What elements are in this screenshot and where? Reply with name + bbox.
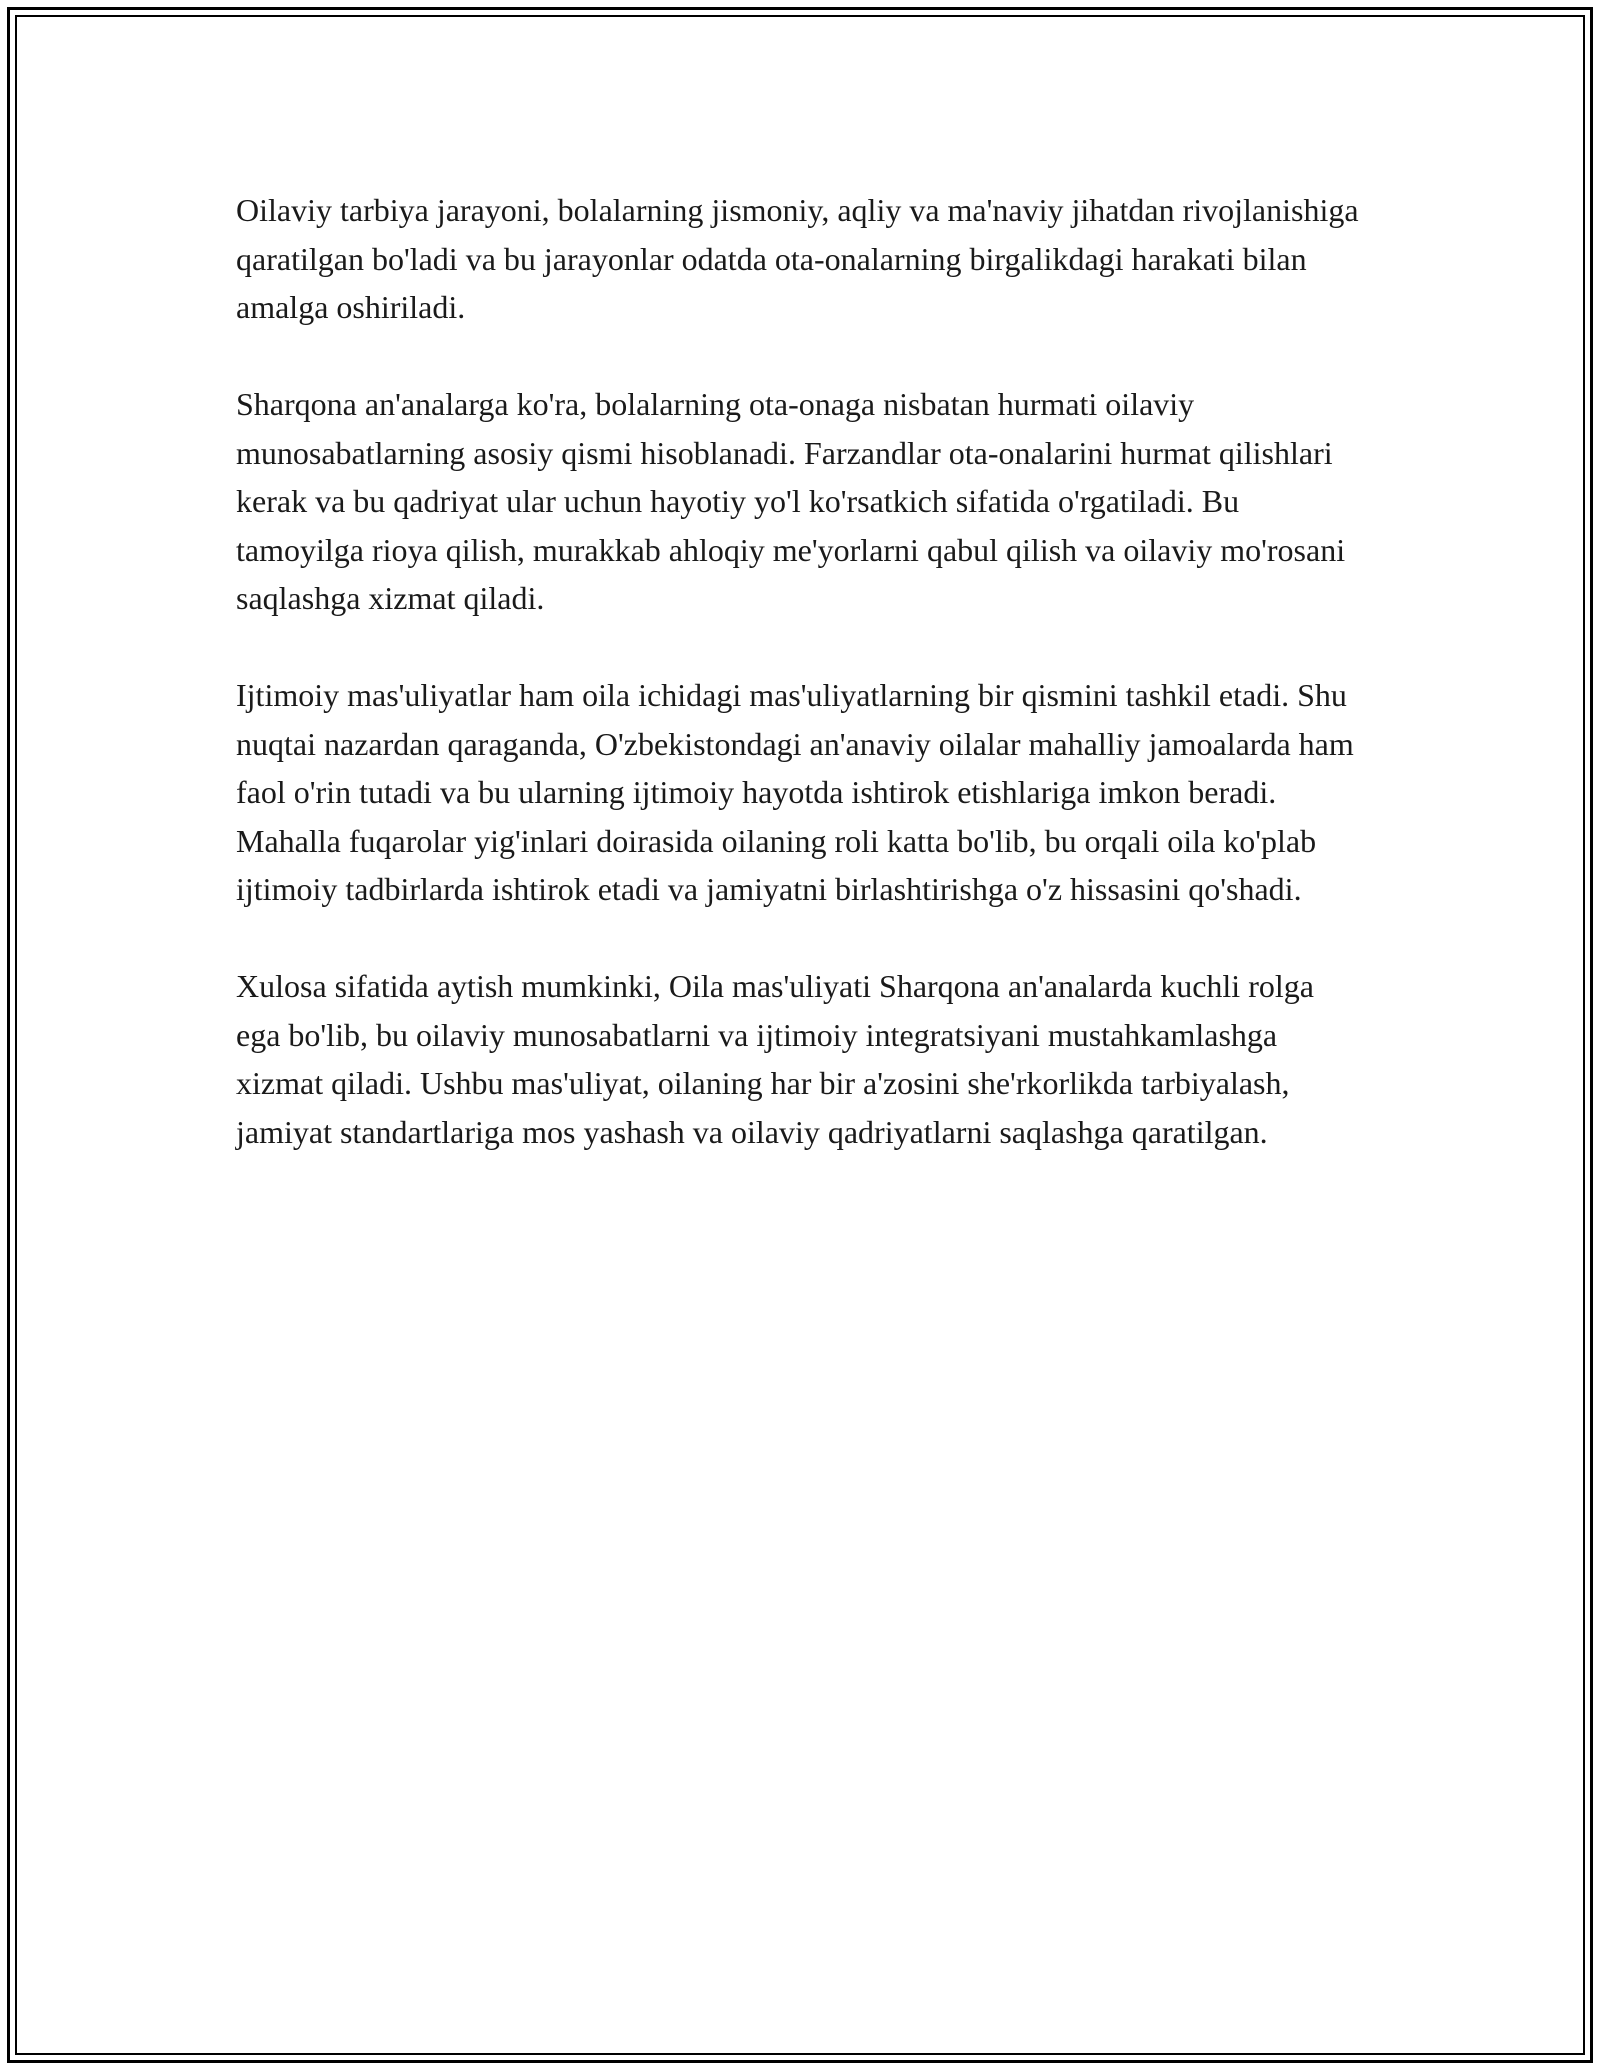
paragraph-eastern-traditions: Sharqona an'analarga ko'ra, bolalarning ota-onaga nisbatan hurmati oilaviy munosabatlarning asosiy qismi hisoblanadi. Farzandlar ota-onalarini hurmat qilishlari kerak va bu qadriyat ular uchun hayotiy yo'l ko'rsatkich sifatida o'rgatiladi. Bu tamoyilga rioya qilish, murakkab ahloqiy me'yorlarni qabul qilish va oilaviy mo'rosani saqlashga xizmat qiladi. <box>236 386 1346 616</box>
paragraph-family-upbringing: Oilaviy tarbiya jarayoni, bolalarning jismoniy, aqliy va ma'naviy jihatdan rivojlanishiga qaratilgan bo'ladi va bu jarayonlar odatda ota-onalarning birgalikdagi harakati bilan amalga oshiriladi. <box>236 192 1359 325</box>
paragraph-social-responsibilities: Ijtimoiy mas'uliyatlar ham oila ichidagi mas'uliyatlarning bir qismini tashkil etadi. Shu nuqtai nazardan qaraganda, O'zbekistondagi an'anaviy oilalar mahalliy jamoalarda ham faol o'rin tutadi va bu ularning ijtimoiy hayotda ishtirok etishlariga imkon beradi. Mahalla fuqarolar yig'inlari doirasida oilaning roli katta bo'lib, bu orqali oila ko'plab ijtimoiy tadbirlarda ishtirok etadi va jamiyatni birlashtirishga o'z hissasini qo'shadi. <box>236 677 1354 907</box>
document-body <box>236 186 1366 1205</box>
paragraph-conclusion: Xulosa sifatida aytish mumkinki, Oila mas'uliyati Sharqona an'analarda kuchli rolga ega bo'lib, bu oilaviy munosabatlarni va ijtimoiy integratsiyani mustahkamlashga xizmat qiladi. Ushbu mas'uliyat, oilaning har bir a'zosini she'rkorlikda tarbiyalash, jamiyat standartlariga mos yashash va oilaviy qadriyatlarni saqlashga qaratilgan. <box>236 968 1314 1150</box>
